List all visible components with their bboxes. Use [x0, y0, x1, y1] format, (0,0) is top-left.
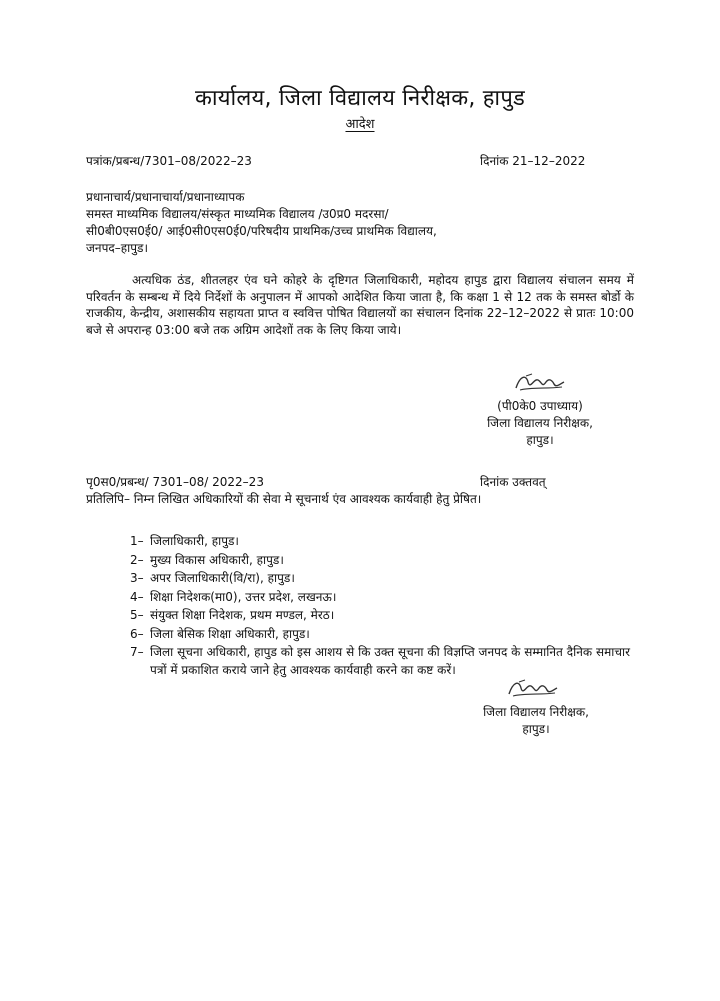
list-item-number: 1– — [130, 534, 144, 548]
list-item-number: 2– — [130, 552, 144, 567]
copy-recipient-list — [130, 532, 630, 680]
signature-block-2 — [474, 704, 598, 738]
list-item-number: 4– — [130, 589, 144, 604]
list-item-text: शिक्षा निदेशक(मा0), उत्तर प्रदेश, लखनऊ। — [150, 589, 337, 604]
addressee-line-4: जनपद–हापुड। — [86, 241, 149, 255]
list-item — [130, 551, 630, 569]
order-body-paragraph: अत्यधिक ठंड, शीतलहर एंव घने कोहरे के दृष्टिगत जिलाधिकारी, महोदय हापुड द्वारा विद्यालय संचालन समय में परिवर्तन के सम्बन्ध में दिये निर्देशों के अनुपालन में आपको आदेशित किया जाता है, कि कक्षा 1 से 12 तक के समस्त बोर्डो के राजकीय, केन्द्रीय, अशासकीय सहायता प्राप्त व स्ववित्त पोषित विद्यालयों का संचालन दिनांक 22–12–2022 से प्रातः 10:00 बजे से अपरान्ह 03:00 बजे तक अग्रिम आदेशों तक के लिए किया जाये। — [86, 273, 634, 337]
addressee-line-1: प्रधानाचार्य/प्रधानाचार्या/प्रधानाध्यापक — [86, 190, 245, 204]
list-item-text: मुख्य विकास अधिकारी, हापुड। — [150, 552, 284, 567]
list-item-text: अपर जिलाधिकारी(वि/रा), हापुड। — [150, 571, 295, 585]
list-item-text: जिला बेसिक शिक्षा अधिकारी, हापुड। — [150, 626, 310, 641]
list-item-text: जिलाधिकारी, हापुड। — [150, 534, 239, 548]
signatory-place-2: हापुड। — [522, 722, 550, 736]
addressee-line-3: सी0बी0एस0ई0/ आई0सी0एस0ई0/परिषदीय प्राथमिक/उच्च प्राथमिक विद्यालय, — [86, 224, 437, 238]
signature-block-1 — [480, 398, 600, 449]
signature-mark-1 — [512, 370, 566, 396]
list-item-number: 5– — [130, 608, 144, 622]
order-heading-text: आदेश — [345, 117, 375, 132]
letter-number: पत्रांक/प्रबन्ध/7301–08/2022–23 — [86, 154, 252, 168]
list-item — [130, 606, 630, 624]
copy-letter-date: दिनांक उक्तवत् — [480, 475, 546, 489]
order-heading — [0, 114, 720, 132]
list-item-number: 3– — [130, 571, 144, 585]
signatory-place: हापुड। — [526, 433, 554, 447]
letter-date: दिनांक 21–12–2022 — [480, 154, 586, 168]
signature-mark-2 — [505, 676, 559, 702]
copy-intro: प्रतिलिपि– निम्न लिखित अधिकारियों की सेवा मे सूचनार्थ एंव आवश्यक कार्यवाही हेतु प्रेषित। — [86, 492, 482, 506]
list-item-text: जिला सूचना अधिकारी, हापुड को इस आशय से कि उक्त सूचना की विज्ञप्ति जनपद के सम्मानित दैनिक समाचार पत्रों में प्रकाशित कराये जाने हेतु आवश्यक कार्यवाही करने का कष्ट करें। — [150, 645, 630, 677]
signatory-designation-2: जिला विद्यालय निरीक्षक, — [483, 705, 589, 719]
list-item-number: 7– — [130, 645, 144, 659]
office-title: कार्यालय, जिला विद्यालय निरीक्षक, हापुड — [194, 86, 525, 111]
list-item — [130, 625, 630, 643]
list-item-text: संयुक्त शिक्षा निदेशक, प्रथम मण्डल, मेरठ। — [150, 608, 335, 622]
signatory-designation: जिला विद्यालय निरीक्षक, — [487, 416, 593, 430]
list-item — [130, 532, 630, 550]
addressee-line-2: समस्त माध्यमिक विद्यालय/संस्कृत माध्यमिक विद्यालय /उ0प्र0 मदरसा/ — [86, 207, 389, 221]
list-item — [130, 588, 630, 606]
copy-letter-number: पृ0स0/प्रबन्ध/ 7301–08/ 2022–23 — [86, 475, 264, 489]
list-item — [130, 569, 630, 587]
list-item-number: 6– — [130, 626, 144, 641]
signatory-name: (पी0के0 उपाध्याय) — [497, 399, 583, 413]
list-item — [130, 643, 630, 679]
